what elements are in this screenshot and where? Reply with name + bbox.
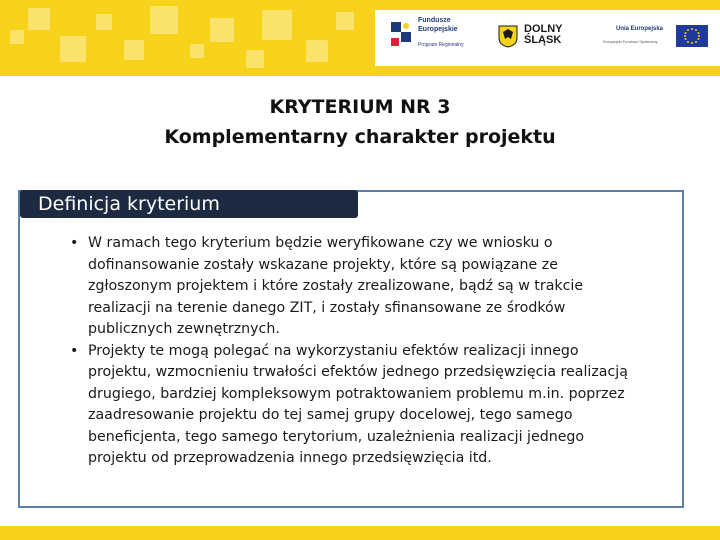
decorative-square — [150, 6, 178, 34]
decorative-square — [190, 44, 204, 58]
decorative-square — [60, 36, 86, 62]
bottom-decorative-band — [0, 526, 720, 540]
slide-title-line1: KRYTERIUM NR 3 — [269, 96, 451, 118]
decorative-square — [210, 18, 234, 42]
dolny-slask-line2: ŚLĄSK — [524, 34, 562, 46]
decorative-square — [262, 10, 292, 40]
slide-title — [0, 92, 720, 152]
decorative-square — [124, 40, 144, 60]
dolny-slask-crest-icon — [497, 24, 519, 48]
decorative-square — [10, 30, 24, 44]
bullet-icon: • — [70, 342, 79, 359]
dolny-slask-logo — [497, 20, 577, 54]
fundusze-logo-subtitle: Program Regionalny — [418, 42, 464, 48]
decorative-square — [96, 14, 112, 30]
decorative-square — [306, 40, 328, 62]
fundusze-europejskie-icon — [388, 18, 414, 50]
fundusze-logo-line1: Fundusze — [418, 17, 451, 24]
decorative-square — [246, 50, 264, 68]
list-item — [70, 233, 630, 341]
bullet-list — [70, 233, 630, 470]
slide-title-line2: Komplementarny charakter projektu — [164, 126, 556, 148]
eu-logo-title: Unia Europejska — [616, 26, 664, 32]
eu-flag-icon — [676, 25, 708, 47]
bullet-text: W ramach tego kryterium będzie weryfikowane czy we wniosku o dofinansowanie zostały wskazane projekty, które są powiązane ze zgłoszonym projektem i które zostały zrealizowane, bądź są w trakcie realizacji na terenie danego ZIT, i zostały sfinansowane ze środków publicznych zewnętrznych. — [88, 235, 584, 337]
list-item — [70, 341, 630, 470]
eu-logo — [600, 22, 710, 54]
bullet-text: Projekty te mogą polegać na wykorzystaniu efektów realizacji innego projektu, wzmocnieniu trwałości efektów jednego przedsięwzięcia realizacją drugiego, bardziej kompleksowym potraktowaniem problemu m.in. poprzez zaadresowanie projektu do tej samej grupy docelowej, tego samego beneficjenta, tego samego terytorium, uzależnienia realizacji jednego projektu od przeprowadzenia innego przedsięwzięcia itd. — [88, 342, 628, 466]
decorative-square — [336, 12, 354, 30]
decorative-square — [28, 8, 50, 30]
dolny-slask-line1: DOLNY — [524, 23, 563, 35]
eu-logo-subtitle: Europejski Fundusz Społeczny — [603, 39, 658, 44]
bullet-icon: • — [70, 235, 79, 251]
fundusze-europejskie-logo — [388, 16, 468, 56]
section-header: Definicja kryterium — [20, 190, 358, 218]
fundusze-logo-line2: Europejskie — [418, 26, 458, 33]
